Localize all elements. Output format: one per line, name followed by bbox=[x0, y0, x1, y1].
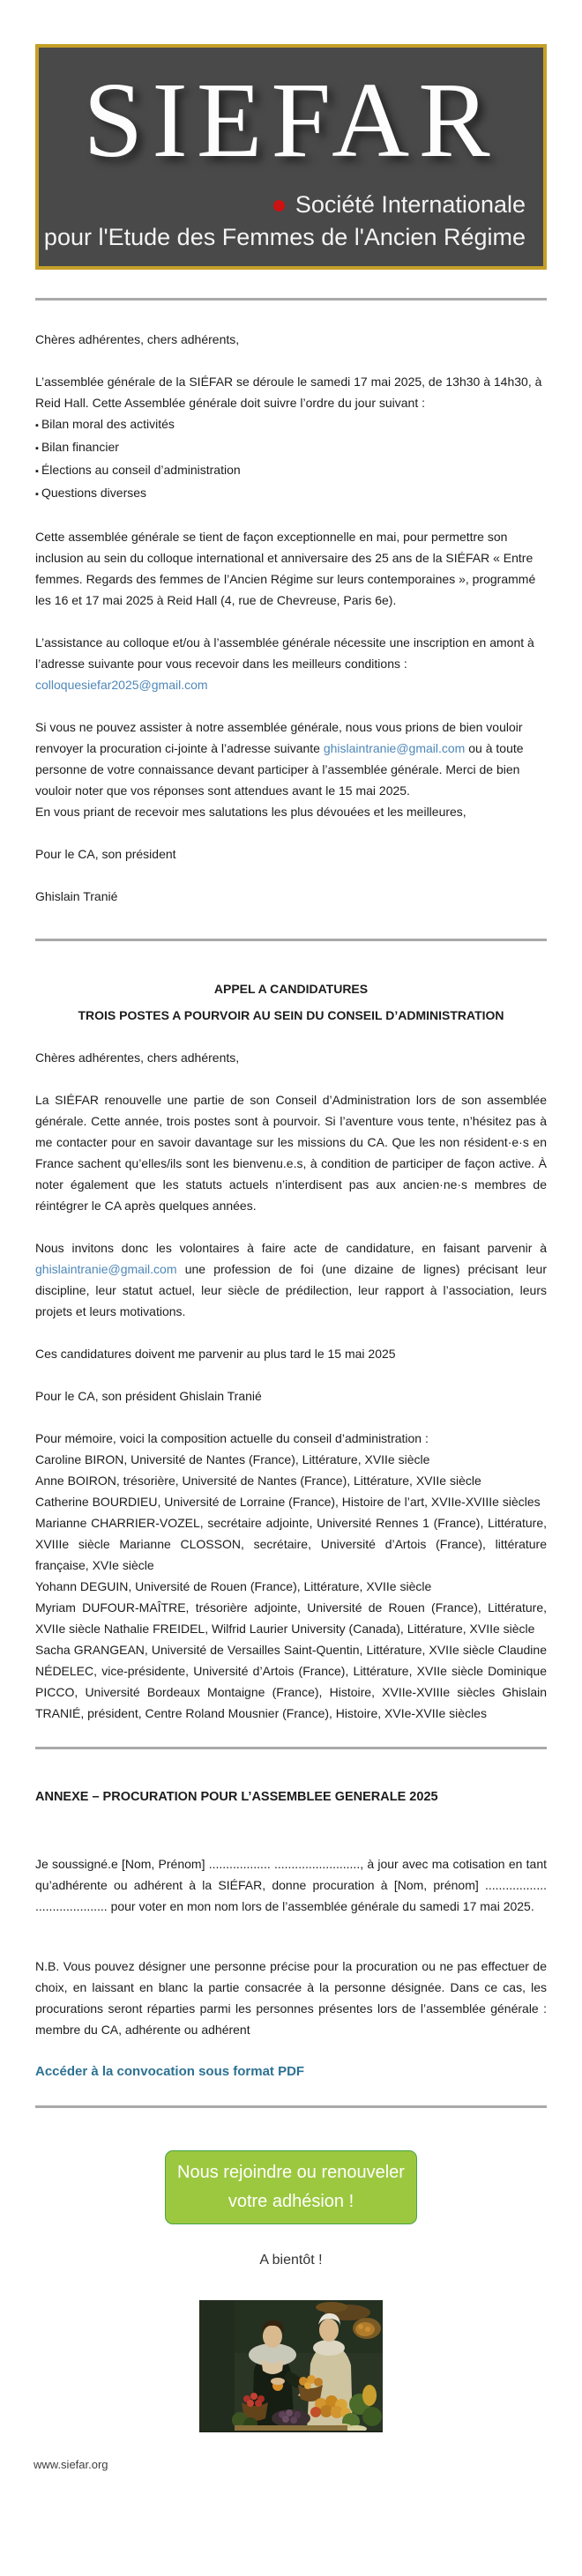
website-url[interactable]: www.siefar.org bbox=[34, 2458, 108, 2471]
letter-paragraph-procuration bbox=[35, 716, 547, 801]
appel-heading-line1: APPEL A CANDIDATURES bbox=[213, 982, 369, 996]
pdf-convocation-link[interactable]: Accéder à la convocation sous format PDF bbox=[35, 2064, 305, 2079]
colloque-email-link[interactable]: colloquesiefar2025@gmail.com bbox=[35, 678, 208, 692]
letter-section bbox=[35, 329, 547, 907]
president-email-link[interactable]: ghislaintranie@gmail.com bbox=[323, 741, 466, 755]
newsletter-page bbox=[0, 44, 582, 2471]
appel-salutation: Chères adhérentes, chers adhérents, bbox=[35, 1050, 240, 1065]
appel-heading-line2: TROIS POSTES A POURVOIR AU SEIN DU CONSEIL D’ADMINISTRATION bbox=[78, 1008, 504, 1022]
appel-signoff: Pour le CA, son président Ghislain Tranié bbox=[35, 1389, 262, 1403]
separator-top bbox=[35, 298, 547, 301]
annexe-heading: ANNEXE – PROCURATION POUR L’ASSEMBLEE GENERALE 2025 bbox=[35, 1790, 438, 1804]
agenda-item: ▪ Élections au conseil d’administration bbox=[35, 459, 547, 482]
letter-paragraph-assemblee: L’assemblée générale de la SIÉFAR se déroule le samedi 17 mai 2025, de 13h30 à 14h30, à Reid Hall. Cette Assemblée générale doit suivre l’ordre du jour suivant : bbox=[35, 375, 542, 410]
appel-section bbox=[35, 978, 547, 1724]
board-member-entry: Yohann DEGUIN, Université de Rouen (France), Littérature, XVIIe siècle bbox=[35, 1579, 432, 1593]
separator-appel bbox=[35, 939, 547, 941]
board-members-list bbox=[35, 1428, 547, 1724]
painting-area bbox=[0, 2300, 582, 2437]
procuration-text-after: ou à toute personne de votre connaissance devant participer à l’assemblée générale. Merci de bien vouloir noter que vos réponses sont attendues avant le 15 mai 2025. bbox=[35, 741, 524, 798]
board-member-entry: Anne BOIRON, trésorière, Université de Nantes (France), Littérature, XVIIe siècle bbox=[35, 1474, 481, 1488]
letter-salutation: Chères adhérentes, chers adhérents, bbox=[35, 332, 240, 346]
separator-annexe bbox=[35, 1747, 547, 1749]
annexe-nb-paragraph: N.B. Vous pouvez désigner une personne précise pour la procuration ou ne pas effectuer de choix, en laissant en blanc la partie consacrée à la personne désignée. Dans ce cas, les procurations seront réparties parmi les personnes présentes lors de l’assemblée générale : membre du CA, adhérente ou adhérent bbox=[35, 1959, 547, 2037]
annexe-section bbox=[35, 1786, 547, 2082]
inscription-text: L’assistance au colloque et/ou à l’assemblée générale nécessite une inscription en amont à l’adresse suivante pour vous recevoir dans les meilleurs conditions : bbox=[35, 635, 534, 671]
agenda-item: ▪ Bilan moral des activités bbox=[35, 413, 547, 436]
agenda-item: ▪ Bilan financier bbox=[35, 436, 547, 459]
closing-text: A bientôt ! bbox=[259, 2253, 323, 2268]
separator-footer bbox=[35, 2105, 547, 2108]
letter-salutations-line: En vous priant de recevoir mes salutations les plus dévouées et les meilleures, bbox=[35, 805, 466, 819]
market-women-painting-icon bbox=[199, 2300, 383, 2432]
candidature-email-link[interactable]: ghislaintranie@gmail.com bbox=[35, 1262, 177, 1276]
appel-heading bbox=[35, 978, 547, 1026]
red-dot-icon bbox=[273, 200, 285, 212]
board-member-entry: Marianne CHARRIER-VOZEL, secrétaire adjointe, Université Rennes 1 (France), Littérature, XVIIIe siècle Marianne CLOSSON, secrétaire, Université d’Artois (France), littérature française, XVIe siècle bbox=[35, 1516, 547, 1572]
letter-signoff-name: Ghislain Tranié bbox=[35, 889, 118, 903]
board-member-entry: Catherine BOURDIEU, Université de Lorraine (France), Histoire de l’art, XVIIe-XVIIIe siècles bbox=[35, 1495, 541, 1509]
logo-subtitle bbox=[44, 189, 526, 254]
letter-paragraph-inscription bbox=[35, 632, 547, 695]
join-renew-button[interactable]: Nous rejoindre ou renouveler votre adhésion ! bbox=[165, 2150, 417, 2224]
board-members-intro: Pour mémoire, voici la composition actuelle du conseil d’administration : bbox=[35, 1431, 429, 1445]
appel-paragraph-renouvelle: La SIÉFAR renouvelle une partie de son Conseil d’Administration lors de son assemblée générale. Cette année, trois postes sont à pourvoir. Si l’aventure vous tente, n’hésitez pas à me contacter pour en savoir davantage sur les missions du CA. Que les non résident·e·s en France sachent qu’elles/ils sont les bienvenu.e.s, à condition de participer de façon active. À noter également que les statuts actuels n’interdisent pas aux ancien·ne·s membres de réintégrer le CA après quelques années. bbox=[35, 1093, 547, 1213]
logo-subtitle-line2: pour l'Etude des Femmes de l'Ancien Régime bbox=[43, 224, 526, 250]
logo-subtitle-line1 bbox=[44, 189, 526, 221]
agenda-item: ▪ Questions diverses bbox=[35, 482, 547, 505]
board-member-entry: Caroline BIRON, Université de Nantes (France), Littérature, XVIIe siècle bbox=[35, 1452, 430, 1466]
candidature-text-before: Nous invitons donc les volontaires à faire acte de candidature, en faisant parvenir à bbox=[35, 1241, 547, 1255]
logo-title: SIEFAR bbox=[83, 61, 499, 180]
letter-paragraph-colloque: Cette assemblée générale se tient de façon exceptionnelle en mai, pour permettre son inclusion au sein du colloque international et anniversaire des 25 ans de la SIÉFAR « Entre femmes. Regards des femmes de l’Ancien Régime sur leurs contemporaines », programmé les 16 et 17 mai 2025 à Reid Hall (4, rue de Chevreuse, Paris 6e). bbox=[35, 530, 536, 607]
appel-deadline: Ces candidatures doivent me parvenir au plus tard le 15 mai 2025 bbox=[35, 1347, 396, 1361]
agenda-list bbox=[35, 413, 547, 505]
join-button-area bbox=[0, 2150, 582, 2224]
siefar-logo bbox=[35, 44, 547, 270]
letter-signoff-role: Pour le CA, son président bbox=[35, 847, 176, 861]
board-member-entry: Myriam DUFOUR-MAÎTRE, trésorière adjointe, Université de Rouen (France), Littérature, XVIIe siècle Nathalie FREIDEL, Wilfrid Laurier University (Canada), Littérature, XVIIe siècle bbox=[35, 1600, 547, 1636]
annexe-procuration-paragraph: Je soussigné.e [Nom, Prénom] .................. ........................., à jour avec ma cotisation en tant qu’adhérente ou adhérent à la SIÉFAR, donne procuration à [Nom, prénom] .................. ..................... pour voter en mon nom lors de l’assemblée générale du samedi 17 mai 2025. bbox=[35, 1857, 547, 1913]
appel-paragraph-candidature bbox=[35, 1237, 547, 1322]
logo-subtitle-line1-text: Société Internationale bbox=[295, 191, 526, 218]
board-member-entry: Sacha GRANGEAN, Université de Versailles Saint-Quentin, Littérature, XVIIe siècle Claudine NÉDELEC, vice-présidente, Université d’Artois (France), Littérature, XVIIe siècle Dominique PICCO, Université Bordeaux Montaigne (France), Histoire, XVIIe-XVIIIe siècles Ghislain TRANIÉ, président, Centre Roland Mousnier (France), Histoire, XVIe-XVIIe siècles bbox=[35, 1643, 547, 1720]
procuration-text-before: Si vous ne pouvez assister à notre assemblée générale, nous vous prions de bien vouloir renvoyer la procuration ci-jointe à l’adresse suivante bbox=[35, 720, 523, 755]
candidature-text-after: une profession de foi (une dizaine de lignes) précisant leur discipline, leur statut actuel, leur siècle de prédilection, leur rapport à l’association, leurs projets et leurs motivations. bbox=[35, 1262, 547, 1318]
